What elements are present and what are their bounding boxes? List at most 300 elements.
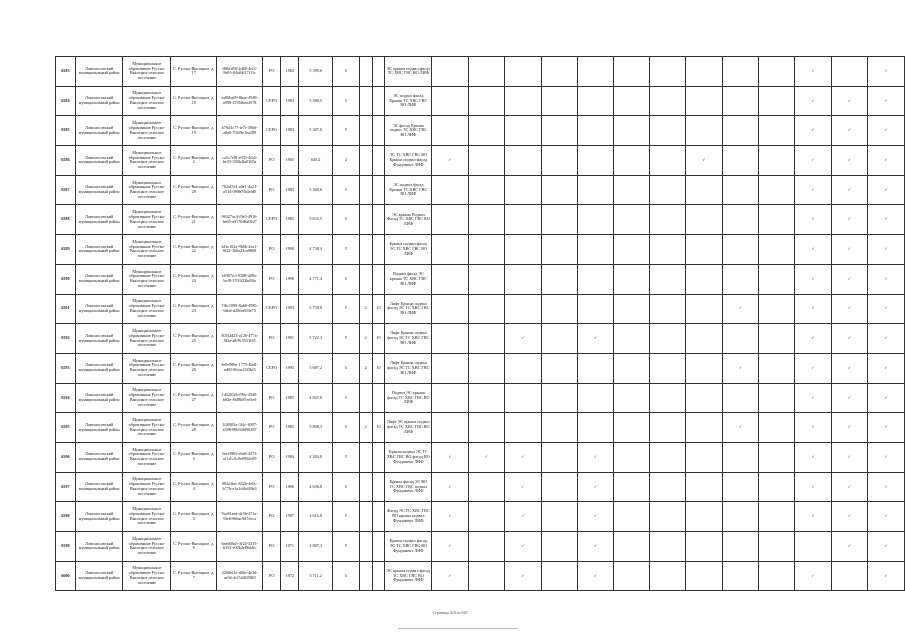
work-mark-cell [432,532,468,562]
area-cell: 4 738,4 [299,235,333,265]
district-cell: Ломоносовский муниципальный район [75,116,123,146]
check-mark-icon: ✓ [884,246,888,252]
work-mark-cell [759,235,795,265]
apartments-cell [372,235,385,265]
check-mark-icon: ✓ [847,127,852,133]
work-mark-cell [759,532,795,562]
district-cell: Ломоносовский муниципальный район [75,175,123,205]
district-cell: Ломоносовский муниципальный район [75,205,123,235]
check-mark-icon: ✓ [811,364,815,370]
year-cell: 1985 [281,205,299,235]
check-mark-icon: ✓ [448,453,452,459]
work-mark-cell [614,205,650,235]
table-row [56,532,905,562]
table-row [56,146,905,176]
check-mark-icon: ✓ [884,453,888,459]
work-mark-cell [577,294,613,324]
year-cell: 1993 [281,353,299,383]
entrances-cell: 2 [359,294,372,324]
work-mark-cell [432,116,468,146]
work-mark-cell [650,413,686,443]
guid-cell: 3e0e986e-1775-4bd1-ad69-0bfac23f5bf5 [217,353,263,383]
work-mark-cell [614,264,650,294]
work-mark-cell [505,294,541,324]
address-cell: С. Русско-Высоцкое, д. 2 [171,146,217,176]
systems-cell: Подвал ЭС крыша фасад ТС ХВС ГВС ВО ЛИФ [385,383,432,413]
area-cell: 5 389,6 [299,175,333,205]
apartments-cell [372,86,385,116]
check-mark-icon: ✓ [521,513,525,519]
work-mark-cell [650,86,686,116]
work-mark-cell [686,442,722,472]
check-mark-icon: ✓ [811,483,815,489]
floors-cell: 5 [333,413,360,443]
work-mark-cell [868,561,905,591]
type-cell: РО [263,383,281,413]
guid-cell: ca5c7e8f-e933-4fb5-be55-330b4fa0295a [217,146,263,176]
check-mark-icon: ✓ [884,542,888,548]
guid-cell: 1d52f026-f99c-45d0-b62e-8f49b87ee5e6 [217,383,263,413]
work-mark-cell [505,324,541,354]
systems-cell: ЭС крыша подвал фасад ТС ХВС ГВС ВО ЛИФ [385,57,432,87]
year-cell: 1965 [281,146,299,176]
floors-cell: 5 [333,353,360,383]
work-mark-cell [432,472,468,502]
check-mark-icon: ✓ [448,157,452,162]
check-mark-icon: ✓ [847,394,852,400]
work-mark-cell [541,57,577,87]
work-mark-cell [614,383,650,413]
work-mark-cell [614,472,650,502]
district-cell: Ломоносовский муниципальный район [75,235,123,265]
work-mark-cell [831,116,867,146]
work-mark-cell [541,264,577,294]
work-mark-cell [541,205,577,235]
entrances-cell: 2 [359,324,372,354]
row-number: 6595 [56,413,76,443]
systems-cell: Подвал фасад ЭС крыша ТС ХВС ГВС ВО ЛИФ [385,264,432,294]
work-mark-cell [505,235,541,265]
address-cell: С. Русско-Высоцкое, д. 25 [171,324,217,354]
floors-cell: 5 [333,383,360,413]
area-cell: 4 384,8 [299,442,333,472]
table-row [56,116,905,146]
systems-cell: Крыша подвал фасад ЭС ТС ХВС ГВС ВО Фундамент ЛИФ [385,532,432,562]
work-mark-cell [505,57,541,87]
work-mark-cell [505,502,541,532]
floors-cell: 5 [333,235,360,265]
check-mark-icon: ✓ [884,513,888,519]
work-mark-cell [468,472,504,502]
work-mark-cell [577,502,613,532]
work-mark-cell [468,442,504,472]
work-mark-cell [650,561,686,591]
apartments-cell [372,561,385,591]
floors-cell: 5 [333,86,360,116]
table-row [56,86,905,116]
entrances-cell [359,502,372,532]
table-row [56,205,905,235]
work-mark-cell [722,86,758,116]
check-mark-icon: ✓ [811,157,815,162]
check-mark-icon: ✓ [884,424,888,430]
work-mark-cell [541,442,577,472]
work-mark-cell [686,205,722,235]
floors-cell: 5 [333,294,360,324]
work-mark-cell [541,502,577,532]
work-mark-cell [541,353,577,383]
area-cell: 645,2 [299,146,333,176]
check-mark-icon: ✓ [847,305,852,311]
work-mark-cell [722,294,758,324]
type-cell: РО [263,57,281,87]
work-mark-cell [795,561,831,591]
guid-cell: b7634c77-fe7f-49b6-a8a0-79f29e1ea288 [217,116,263,146]
work-mark-cell [686,116,722,146]
table-row [56,561,905,591]
municipality-cell: Муниципальное образование Русско-Высоцкое сельское поселение [123,353,171,383]
year-cell: 1983 [281,175,299,205]
check-mark-icon: ✓ [847,186,852,192]
housing-register-table [55,56,905,591]
type-cell: РО [263,175,281,205]
work-mark-cell [686,472,722,502]
systems-cell: Лифт ЭС крыша подвал фасад ТС ХВС ГВС ВО ЛИФ [385,413,432,443]
year-cell: 1982 [281,57,299,87]
apartments-cell: 10 [372,324,385,354]
work-mark-cell [541,413,577,443]
entrances-cell [359,532,372,562]
check-mark-icon: ✓ [884,97,888,103]
year-cell: 1972 [281,561,299,591]
year-cell: 1971 [281,532,299,562]
work-mark-cell [468,146,504,176]
type-cell: СЕРО [263,353,281,383]
work-mark-cell [505,86,541,116]
work-mark-cell [795,146,831,176]
systems-cell: Лифт Крыша подвал фасад ЭС ТС ХВС ГВС ВО ЛИФ [385,324,432,354]
work-mark-cell [541,561,577,591]
address-cell: С. Русско-Высоцкое, д. 5 [171,502,217,532]
address-cell: С. Русско-Высоцкое, д. 24 [171,294,217,324]
district-cell: Ломоносовский муниципальный район [75,502,123,532]
work-mark-cell [505,383,541,413]
work-mark-cell [686,86,722,116]
work-mark-cell [722,442,758,472]
type-cell: РО [263,264,281,294]
row-number: 6586 [56,146,76,176]
year-cell: 1986 [281,472,299,502]
work-mark-cell [759,175,795,205]
work-mark-cell [432,561,468,591]
systems-cell: ЭС подвал фасад Крыша ТС ХВС ГВС ВО ЛИФ [385,175,432,205]
work-mark-cell [831,146,867,176]
guid-cell: 3eaf3965-e6e8-4373-a11d-c0c0e6962e99 [217,442,263,472]
work-mark-cell [577,324,613,354]
work-mark-cell [650,442,686,472]
check-mark-icon: ✓ [884,127,888,133]
entrances-cell [359,383,372,413]
systems-cell: ЭС ТС ХВС ГВС ВО Крыша подвал фасад Фундамент ЛИФ [385,146,432,176]
floors-cell: 5 [333,442,360,472]
work-mark-cell [722,57,758,87]
work-mark-cell [577,235,613,265]
work-mark-cell [577,561,613,591]
row-number: 6583 [56,57,76,87]
address-cell: С. Русско-Высоцкое, д. 28 [171,413,217,443]
work-mark-cell [432,175,468,205]
work-mark-cell [614,442,650,472]
work-mark-cell [614,353,650,383]
apartments-cell [372,57,385,87]
work-mark-cell [432,235,468,265]
municipality-cell: Муниципальное образование Русско-Высоцкое сельское поселение [123,324,171,354]
work-mark-cell [468,502,504,532]
address-cell: С. Русско-Высоцкое, д. 7 [171,561,217,591]
entrances-cell [359,175,372,205]
work-mark-cell [505,264,541,294]
work-mark-cell [795,383,831,413]
address-cell: С. Русско-Высоцкое, д. 21 [171,205,217,235]
systems-cell: Крыша подвал ЭС ТС ХВС ГВС ВО фасад ВО Фундамент ЛИФ [385,442,432,472]
address-cell: С. Русско-Высоцкое, д. 17 [171,57,217,87]
floors-cell: 5 [333,57,360,87]
floors-cell: 5 [333,205,360,235]
work-mark-cell [650,353,686,383]
systems-cell: ЭС подвал фасад Крыша ТС ХВС ГВС ВО ЛИФ [385,86,432,116]
work-mark-cell [795,324,831,354]
table-row [56,57,905,87]
address-cell: С. Русско-Высоцкое, д. 3 [171,442,217,472]
work-mark-cell [795,57,831,87]
check-mark-icon: ✓ [521,335,525,341]
work-mark-cell [831,324,867,354]
table-row [56,264,905,294]
area-cell: 4 847,0 [299,383,333,413]
municipality-cell: Муниципальное образование Русско-Высоцкое сельское поселение [123,116,171,146]
year-cell: 1991 [281,324,299,354]
floors-cell: 5 [333,175,360,205]
work-mark-cell [614,502,650,532]
year-cell: 1985 [281,413,299,443]
check-mark-icon: ✓ [448,513,452,519]
district-cell: Ломоносовский муниципальный район [75,532,123,562]
work-mark-cell [432,353,468,383]
work-mark-cell [759,294,795,324]
check-mark-icon: ✓ [884,275,888,281]
work-mark-cell [505,116,541,146]
apartments-cell [372,472,385,502]
floors-cell: 2 [333,146,360,176]
check-mark-icon: ✓ [847,335,852,341]
check-mark-icon: ✓ [847,542,852,548]
work-mark-cell [686,561,722,591]
floors-cell: 5 [333,561,360,591]
work-mark-cell [577,472,613,502]
work-mark-cell [831,294,867,324]
work-mark-cell [541,116,577,146]
area-cell: 5 750,8 [299,294,333,324]
entrances-cell [359,57,372,87]
work-mark-cell [686,235,722,265]
work-mark-cell [432,146,468,176]
apartments-cell [372,175,385,205]
work-mark-cell [432,324,468,354]
check-mark-icon: ✓ [847,246,852,252]
guid-cell: b9f07fcf-9588-4f8b-bcf8-1703f22bd9fa [217,264,263,294]
work-mark-cell [868,383,905,413]
work-mark-cell [686,294,722,324]
work-mark-cell [831,442,867,472]
check-mark-icon: ✓ [884,483,888,489]
work-mark-cell [831,413,867,443]
work-mark-cell [650,383,686,413]
guid-cell: 9ce81aea-dc5b-471a-9fe8-96dac9d7eeca [217,502,263,532]
work-mark-cell [831,264,867,294]
apartments-cell [372,205,385,235]
work-mark-cell [577,353,613,383]
work-mark-cell [831,175,867,205]
check-mark-icon: ✓ [593,335,598,341]
district-cell: Ломоносовский муниципальный район [75,353,123,383]
municipality-cell: Муниципальное образование Русско-Высоцкое сельское поселение [123,472,171,502]
address-cell: С. Русско-Высоцкое, д. 27 [171,383,217,413]
entrances-cell [359,86,372,116]
work-mark-cell [432,413,468,443]
guid-cell: 982a3fac-832b-4e0c-b77b-e1a1c6bd49a3 [217,472,263,502]
year-cell: 1990 [281,235,299,265]
apartments-cell [372,383,385,413]
work-mark-cell [505,532,541,562]
work-mark-cell [868,146,905,176]
work-mark-cell [614,175,650,205]
footer-rule [398,628,518,629]
type-cell: СЕРО [263,205,281,235]
guid-cell: 6ea0d8a5-3f24-4315-b352-e00b2e86d4fc [217,532,263,562]
work-mark-cell [868,324,905,354]
work-mark-cell [650,502,686,532]
district-cell: Ломоносовский муниципальный район [75,472,123,502]
work-mark-cell [759,86,795,116]
work-mark-cell [432,205,468,235]
municipality-cell: Муниципальное образование Русско-Высоцкое сельское поселение [123,205,171,235]
municipality-cell: Муниципальное образование Русско-Высоцкое сельское поселение [123,442,171,472]
guid-cell: 805f2d23-a126-477a-8f2a-a8f9c3553f65 [217,324,263,354]
entrances-cell [359,264,372,294]
type-cell: СЕРО [263,86,281,116]
guid-cell: 4268ef1e-d0bc-4e3d-ae54-4cf7a68f58f0 [217,561,263,591]
row-number: 6598 [56,502,76,532]
work-mark-cell [650,472,686,502]
work-mark-cell [432,264,468,294]
work-mark-cell [795,442,831,472]
work-mark-cell [577,413,613,443]
municipality-cell: Муниципальное образование Русско-Высоцкое сельское поселение [123,502,171,532]
work-mark-cell [686,175,722,205]
check-mark-icon: ✓ [811,572,815,578]
check-mark-icon: ✓ [593,453,598,459]
work-mark-cell [614,86,650,116]
work-mark-cell [650,116,686,146]
work-mark-cell [759,442,795,472]
municipality-cell: Муниципальное образование Русско-Высоцкое сельское поселение [123,235,171,265]
work-mark-cell [759,472,795,502]
work-mark-cell [722,116,758,146]
work-mark-cell [577,264,613,294]
work-mark-cell [505,353,541,383]
work-mark-cell [795,353,831,383]
work-mark-cell [868,175,905,205]
work-mark-cell [577,86,613,116]
work-mark-cell [686,383,722,413]
work-mark-cell [868,502,905,532]
check-mark-icon: ✓ [884,216,888,222]
work-mark-cell [868,472,905,502]
row-number: 6588 [56,205,76,235]
work-mark-cell [432,502,468,532]
type-cell: РО [263,472,281,502]
work-mark-cell [686,413,722,443]
entrances-cell [359,146,372,176]
district-cell: Ломоносовский муниципальный район [75,383,123,413]
district-cell: Ломоносовский муниципальный район [75,324,123,354]
apartments-cell [372,532,385,562]
work-mark-cell [868,57,905,87]
work-mark-cell [650,532,686,562]
work-mark-cell [868,116,905,146]
check-mark-icon: ✓ [847,424,852,430]
guid-cell: 762af7e4-a0e1-4a21-a51d-090b7fb4efd6 [217,175,263,205]
entrances-cell [359,116,372,146]
work-mark-cell [432,57,468,87]
area-cell: 4 616,8 [299,502,333,532]
check-mark-icon: ✓ [593,513,598,519]
work-mark-cell [432,294,468,324]
work-mark-cell [505,146,541,176]
work-mark-cell [831,502,867,532]
work-mark-cell [868,264,905,294]
check-mark-icon: ✓ [847,275,852,281]
table-row [56,175,905,205]
apartments-cell [372,116,385,146]
work-mark-cell [468,353,504,383]
work-mark-cell [577,57,613,87]
check-mark-icon: ✓ [593,542,598,548]
check-mark-icon: ✓ [847,364,852,370]
municipality-cell: Муниципальное образование Русско-Высоцкое сельское поселение [123,264,171,294]
work-mark-cell [650,294,686,324]
work-mark-cell [505,472,541,502]
work-mark-cell [577,116,613,146]
row-number: 6600 [56,561,76,591]
work-mark-cell [722,502,758,532]
check-mark-icon: ✓ [884,157,888,162]
area-cell: 5 687,2 [299,353,333,383]
work-mark-cell [650,235,686,265]
work-mark-cell [686,502,722,532]
check-mark-icon: ✓ [521,542,525,548]
systems-cell: Крыша фасад ЭС ВО ТС ХВС ГВС подвал Фундамент ЛИФ [385,472,432,502]
work-mark-cell [468,86,504,116]
check-mark-icon: ✓ [884,305,888,311]
systems-cell: ЭС крыша подвал фасад ТС ХВС ГВС ВО Фундамент ЛИФ [385,561,432,591]
type-cell: РО [263,235,281,265]
table-row [56,235,905,265]
work-mark-cell [759,383,795,413]
work-mark-cell [831,532,867,562]
floors-cell: 5 [333,324,360,354]
entrances-cell: 2 [359,353,372,383]
